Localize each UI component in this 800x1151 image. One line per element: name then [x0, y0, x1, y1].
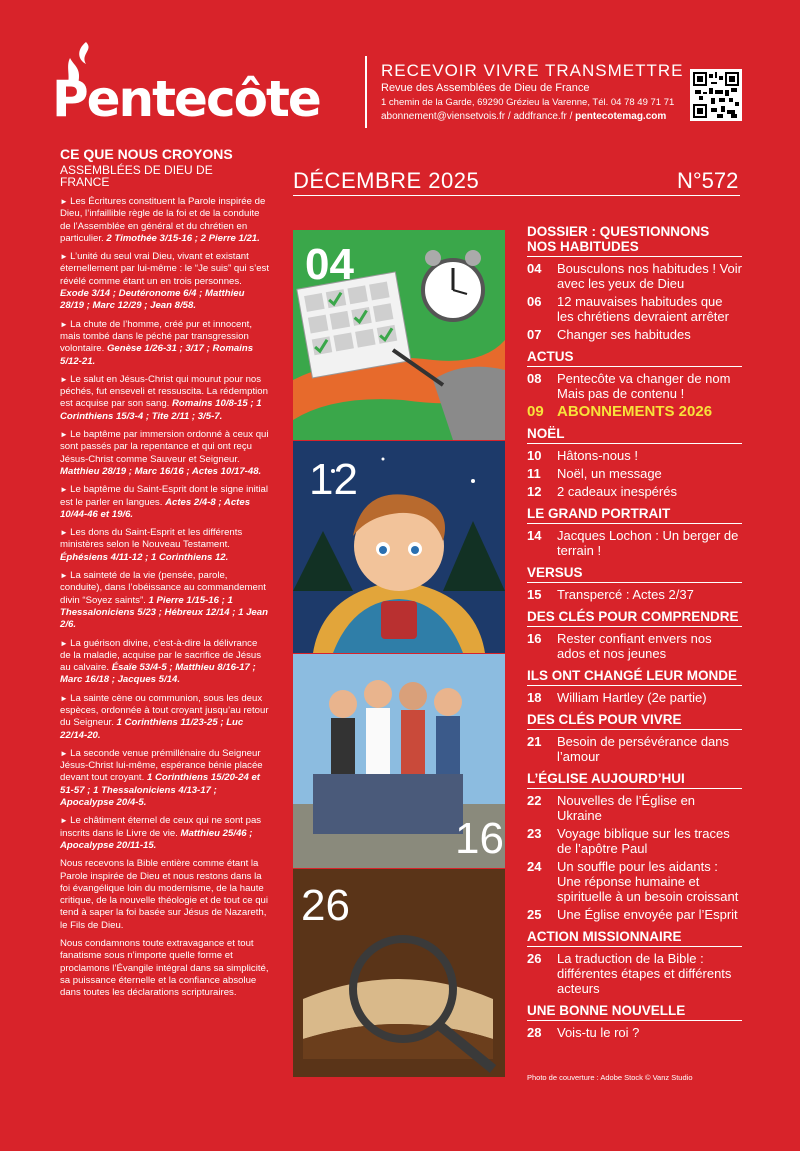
credo-reference: 1 Pierre 1/15-16 ; 1 Thessaloniciens 5/23 ; Hébreux 12/14 ; 1 Jean 2/6.	[60, 594, 268, 631]
credo-item	[60, 693, 270, 742]
panel-page-number: 12	[309, 455, 358, 504]
toc-page-number: 21	[527, 734, 542, 749]
credo-reference: 2 Timothée 3/15-16 ; 2 Pierre 1/21.	[106, 232, 260, 244]
panel-page-number: 04	[305, 240, 354, 289]
credo-item	[60, 429, 270, 478]
toc-entry-title: ABONNEMENTS 2026	[557, 403, 713, 420]
toc-page-number: 24	[527, 859, 542, 874]
toc-section-heading: LE GRAND PORTRAIT	[527, 506, 742, 524]
credo-item	[60, 319, 270, 368]
credo-item	[60, 570, 270, 631]
issue-date: DÉCEMBRE 2025	[293, 168, 480, 193]
toc-page-number: 11	[527, 466, 541, 481]
toc-entry[interactable]	[527, 371, 742, 401]
credo-reference: 1 Corinthiens 11/23-25 ; Luc 22/14-20.	[60, 717, 244, 741]
credo-text: La sainte cène ou communion, sous les deux espèces, ordonnée à tout croyant jusqu’au retour du Seigneur.	[60, 692, 269, 729]
issue-number: N°572	[677, 168, 739, 193]
toc-page-number: 08	[527, 371, 542, 386]
toc-entry[interactable]	[527, 484, 742, 499]
toc-page-number: 04	[527, 261, 542, 276]
panel-page-number: 16	[455, 814, 504, 863]
toc-entry[interactable]	[527, 907, 742, 922]
toc-page-number: 18	[527, 690, 542, 705]
credo-text: La seconde venue prémillénaire du Seigneur Jésus-Christ lui-même, espérance bénie placée devant tout croyant.	[60, 747, 263, 784]
credo-text: Le baptême du Saint-Esprit dont le signe initial est le parler en langues.	[60, 484, 268, 508]
credo-item	[60, 251, 270, 312]
toc-entry[interactable]	[527, 826, 742, 856]
credo-item	[60, 748, 270, 809]
credo-text: L’unité du seul vrai Dieu, vivant et existant éternellement par lui-même : le “Je suis” qui s’est révélé comme étant un en trois personnes.	[60, 251, 270, 287]
toc-section-heading: DES CLÉS POUR COMPRENDRE	[527, 609, 742, 627]
website-link[interactable]: pentecotemag.com	[575, 111, 667, 122]
toc-entry-title: La traduction de la Bible : différentes étapes et différents acteurs	[557, 951, 732, 996]
table-of-contents	[527, 224, 742, 1043]
toc-entry-title: Nouvelles de l’Église en Ukraine	[557, 793, 696, 823]
toc-entry[interactable]	[527, 404, 742, 419]
toc-entry[interactable]	[527, 261, 742, 291]
toc-entry[interactable]	[527, 951, 742, 996]
article-image-bible[interactable]	[293, 869, 505, 1077]
publisher: Revue des Assemblées de Dieu de France	[381, 82, 590, 94]
toc-entry[interactable]	[527, 466, 742, 481]
toc-entry[interactable]	[527, 793, 742, 823]
qr-code-icon[interactable]	[690, 69, 742, 121]
toc-section-heading: DOSSIER : QUESTIONNONS NOS HABITUDES	[527, 224, 742, 257]
toc-entry[interactable]	[527, 859, 742, 904]
toc-entry-title: Pentecôte va changer de nom Mais pas de contenu !	[557, 371, 731, 401]
arrow-icon: ►	[60, 638, 71, 648]
toc-page-number: 15	[527, 587, 542, 602]
credo-reference: Romains 10/8-15 ; 1 Corinthiens 15/3-4 ; Tite 2/11 ; 3/5-7.	[60, 398, 262, 422]
toc-entry-title: Rester confiant envers nos ados et nos jeunes	[557, 631, 712, 661]
credo-text: La sainteté de la vie (pensée, parole, conduite), dans l’obéissance au commandement divin “Soyez saints”.	[60, 570, 266, 606]
credo-reference: Matthieu 25/46 ; Apocalypse 20/11-15.	[60, 827, 253, 851]
toc-section-heading: VERSUS	[527, 565, 742, 583]
toc-entry-title: Jacques Lochon : Un berger de terrain !	[557, 528, 739, 558]
toc-section-heading: ACTUS	[527, 349, 742, 367]
panel-page-number: 26	[301, 881, 350, 930]
credo-text: Le baptême par immersion ordonné à ceux qui sont passés par la repentance et qui ont reçu Jésus-Christ comme Sauveur et Seigneur.	[60, 429, 269, 465]
toc-page-number: 07	[527, 327, 542, 342]
toc-page-number: 12	[527, 484, 542, 499]
contacts-links[interactable]: abonnement@viensetvois.fr / addfrance.fr /	[381, 111, 576, 122]
toc-entry[interactable]	[527, 734, 742, 764]
credo-item	[60, 196, 270, 245]
toc-entry-title: Transpercé : Actes 2/37	[557, 587, 694, 602]
toc-entry-title: Besoin de persévérance dans l’amour	[557, 734, 730, 764]
toc-entry[interactable]	[527, 631, 742, 661]
toc-entry[interactable]	[527, 327, 742, 342]
toc-page-number: 06	[527, 294, 542, 309]
arrow-icon: ►	[60, 571, 71, 581]
toc-page-number: 25	[527, 907, 542, 922]
credo-text: La chute de l’homme, créé pur et innocent, mais tombé dans le péché par transgression volontaire.	[60, 318, 252, 355]
toc-entry-title: Hâtons-nous !	[557, 448, 638, 463]
credo-reference: Genèse 1/26-31 ; 3/17 ; Romains 5/12-21.	[60, 343, 254, 367]
credo-reference: Éphésiens 4/11-12 ; 1 Corinthiens 12.	[60, 551, 229, 563]
toc-entry-title: Changer ses habitudes	[557, 327, 691, 342]
toc-page-number: 09	[527, 403, 544, 420]
arrow-icon: ►	[60, 197, 71, 206]
toc-page-number: 10	[527, 448, 542, 463]
toc-entry-title: William Hartley (2e partie)	[557, 690, 707, 705]
toc-section-heading: ACTION MISSIONNAIRE	[527, 929, 742, 947]
credo-text: Les dons du Saint-Esprit et les différents ministères selon le Nouveau Testament.	[60, 527, 243, 551]
credo-item	[60, 638, 270, 687]
credo-reference: Ésaïe 53/4-5 ; Matthieu 8/16-17 ; Marc 16/18 ; Jacques 5/14.	[60, 662, 256, 686]
toc-entry-title: Bousculons nos habitudes ! Voir avec les yeux de Dieu	[557, 261, 743, 291]
toc-page-number: 22	[527, 793, 542, 808]
toc-page-number: 16	[527, 631, 542, 646]
toc-section-heading: L’ÉGLISE AUJOURD’HUI	[527, 771, 742, 789]
toc-entry-title: Une Église envoyée par l’Esprit	[557, 907, 738, 922]
arrow-icon: ►	[60, 528, 71, 538]
cover-credit: Photo de couverture : Adobe Stock © Vanz Studio	[527, 1073, 693, 1082]
toc-entry-title: Voyage biblique sur les traces de l’apôtre Paul	[557, 826, 730, 856]
toc-entry[interactable]	[527, 587, 742, 602]
toc-entry[interactable]	[527, 294, 742, 324]
credo-item	[60, 527, 270, 564]
arrow-icon: ►	[60, 430, 71, 440]
credo-reference: Matthieu 28/19 ; Marc 16/16 ; Actes 10/17-48.	[60, 465, 262, 477]
article-image-habits[interactable]	[293, 230, 505, 440]
tagline: RECEVOIR VIVRE TRANSMETTRE	[381, 61, 684, 80]
credo-list	[60, 196, 270, 1006]
brand-name: Pentecôte	[52, 70, 320, 128]
toc-section-heading: UNE BONNE NOUVELLE	[527, 1003, 742, 1021]
toc-section-heading: DES CLÉS POUR VIVRE	[527, 712, 742, 730]
arrow-icon: ►	[60, 319, 71, 329]
toc-entry-title: Vois-tu le roi ?	[557, 1025, 640, 1040]
credo-reference: Exode 3/14 ; Deutéronome 6/4 ; Matthieu 28/19 ; Marc 12/29 ; Jean 8/58.	[60, 288, 245, 312]
credo-item	[60, 374, 270, 423]
toc-section-heading: ILS ONT CHANGÉ LEUR MONDE	[527, 668, 742, 686]
credo-paragraph: Nous recevons la Bible entière comme étant la Parole inspirée de Dieu et nous restons dans la foi évangélique loin du modernisme, de la haute critique, de la nouvelle théologie et de tout ce qui tend à saper la foi basée sur Jésus de Nazareth, le Fils de Dieu.	[60, 858, 269, 931]
toc-page-number: 26	[527, 951, 542, 966]
credo-text: La guérison divine, c’est-à-dire la délivrance de la maladie, acquise par le sacrifice de Jésus au calvaire.	[60, 637, 262, 674]
credo-paragraph: Nous condamnons toute extravagance et tout fanatisme sous n’importe quelle forme et proclamons l’Évangile intégral dans sa simplicité, sa puissance éternelle et la confiance absolue dans toutes les déclarations scripturaires.	[60, 938, 269, 999]
arrow-icon: ►	[60, 374, 71, 384]
credo-title: CE QUE NOUS CROYONS	[60, 146, 233, 162]
toc-entry[interactable]	[527, 690, 742, 705]
credo-item	[60, 484, 270, 521]
toc-entry-title: Noël, un message	[557, 466, 662, 481]
toc-page-number: 23	[527, 826, 542, 841]
toc-section-heading: NOËL	[527, 426, 742, 444]
issue-divider	[293, 195, 740, 196]
credo-reference: Actes 2/4-8 ; Actes 10/44-46 et 19/6.	[60, 496, 251, 520]
arrow-icon: ►	[60, 816, 71, 826]
toc-entry-title: Un souffle pour les aidants : Une réponse humaine et spirituelle à un besoin croissant	[557, 859, 739, 904]
toc-page-number: 28	[527, 1025, 542, 1040]
address: 1 chemin de la Garde, 69290 Grézieu la Varenne, Tél. 04 78 49 71 71	[381, 97, 675, 108]
brand-logo	[52, 40, 352, 130]
header-divider	[365, 56, 367, 128]
article-image-youth[interactable]	[293, 654, 505, 868]
arrow-icon: ►	[60, 693, 71, 703]
credo-text: Le châtiment éternel de ceux qui ne sont pas inscrits dans le Livre de vie.	[60, 815, 262, 839]
arrow-icon: ►	[60, 748, 71, 758]
credo-text: Le salut en Jésus-Christ qui mourut pour nos péchés, fut enseveli et ressuscita. La rédemption est acquise par son sang.	[60, 373, 268, 410]
toc-entry[interactable]	[527, 448, 742, 463]
contacts	[381, 111, 666, 122]
credo-text: Les Écritures constituent la Parole inspirée de Dieu, l’infaillible règle de la foi et de la conduite de l’Assemblée en général et du chrétien en particulier.	[60, 196, 266, 244]
article-image-noel[interactable]	[293, 441, 505, 653]
arrow-icon: ►	[60, 252, 71, 262]
credo-item	[60, 815, 270, 852]
toc-page-number: 14	[527, 528, 542, 543]
toc-entry-title: 12 mauvaises habitudes que les chrétiens devraient arrêter	[557, 294, 729, 324]
toc-entry[interactable]	[527, 528, 742, 558]
credo-reference: 1 Corinthiens 15/20-24 et 51-57 ; 1 Thessaloniciens 4/13-17 ; Apocalypse 20/4-5.	[60, 772, 260, 809]
toc-entry[interactable]	[527, 1025, 742, 1040]
arrow-icon: ►	[60, 485, 71, 495]
toc-entry-title: 2 cadeaux inespérés	[557, 484, 677, 499]
credo-subtitle: ASSEMBLÉES DE DIEU DE FRANCE	[60, 163, 213, 189]
